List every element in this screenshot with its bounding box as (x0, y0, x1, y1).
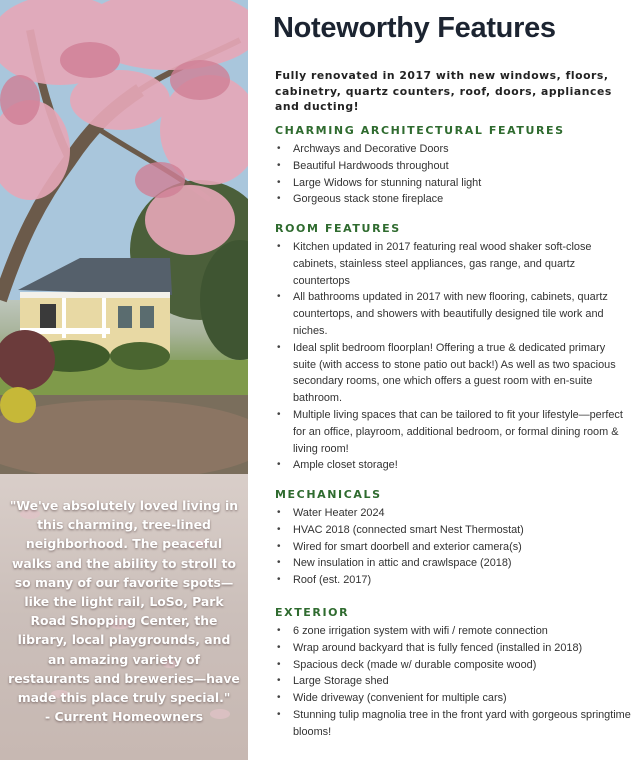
section-mechanicals (275, 488, 631, 589)
section-title: EXTERIOR (275, 606, 350, 619)
list-item: • All bathrooms updated in 2017 with new flooring, cabinets, quartz countertops, and showers with beautifully designed tile work and niches. (277, 291, 608, 337)
list-item: • 6 zone irrigation system with wifi / remote connection (277, 625, 548, 637)
list-item: • Multiple living spaces that can be tailored to fit your lifestyle—perfect for an office, playroom, additional bedroom, or formal dining room & living room! (277, 408, 623, 455)
testimonial-panel (0, 474, 248, 760)
section-title: CHARMING ARCHITECTURAL FEATURES (275, 124, 565, 137)
list-item: • Wrap around backyard that is fully fenced (installed in 2018) (277, 641, 583, 654)
list-item: • Large Widows for stunning natural light (277, 176, 482, 189)
list-item: • Wired for smart doorbell and exterior camera(s) (277, 540, 522, 553)
intro-text: Fully renovated in 2017 with new windows, floors, cabinetry, quartz counters, roof, doors, appliances and ducting! (275, 69, 612, 113)
testimonial-quote (8, 496, 240, 726)
list-item: • Ideal split bedroom floorplan! Offering a true & dedicated primary suite (with access to stone patio out back!) As well as two spacious secondary rooms, one which offers a guest room with en-suite bathroom. (277, 341, 616, 405)
feature-list (275, 239, 631, 474)
section-title: MECHANICALS (275, 488, 382, 501)
list-item: • Gorgeous stack stone fireplace (277, 193, 444, 206)
list-item: • Wide driveway (convenient for multiple cars) (277, 692, 507, 705)
list-item: • Beautiful Hardwoods throughout (277, 159, 449, 172)
list-item: • Archways and Decorative Doors (277, 143, 449, 155)
feature-list (275, 141, 631, 208)
section-title: ROOM FEATURES (275, 222, 401, 235)
list-item: • Water Heater 2024 (277, 507, 385, 519)
feature-list (275, 623, 631, 741)
section-room (275, 222, 631, 474)
list-item: • Kitchen updated in 2017 featuring real wood shaker soft-close cabinets, stainless steel appliances, gas range, and quartz countertops (277, 241, 592, 287)
feature-list (275, 505, 631, 589)
list-item: • New insulation in attic and crawlspace (2018) (277, 557, 512, 570)
house-photo (0, 0, 248, 474)
quote-body: "We've absolutely loved living in this charming, tree-lined neighborhood. The peaceful walks and the ability to stroll to so many of our favorite spots—like the light rail, LoSo, Park Road Shopping Center, the library, local playgrounds, and an amazing variety of restaurants and breweries—have made this place truly special." (8, 498, 240, 706)
quote-attribution: - Current Homeowners (45, 709, 203, 725)
section-exterior (275, 606, 631, 741)
features-content (273, 0, 633, 760)
list-item: • Roof (est. 2017) (277, 574, 372, 587)
list-item: • Spacious deck (made w/ durable composite wood) (277, 658, 537, 671)
section-architectural (275, 124, 631, 208)
page-title: Noteworthy Features (273, 12, 556, 44)
list-item: • Large Storage shed (277, 675, 389, 688)
list-item: • HVAC 2018 (connected smart Nest Thermostat) (277, 523, 524, 536)
list-item: • Stunning tulip magnolia tree in the front yard with gorgeous springtime blooms! (277, 708, 631, 738)
list-item: • Ample closet storage! (277, 459, 398, 472)
